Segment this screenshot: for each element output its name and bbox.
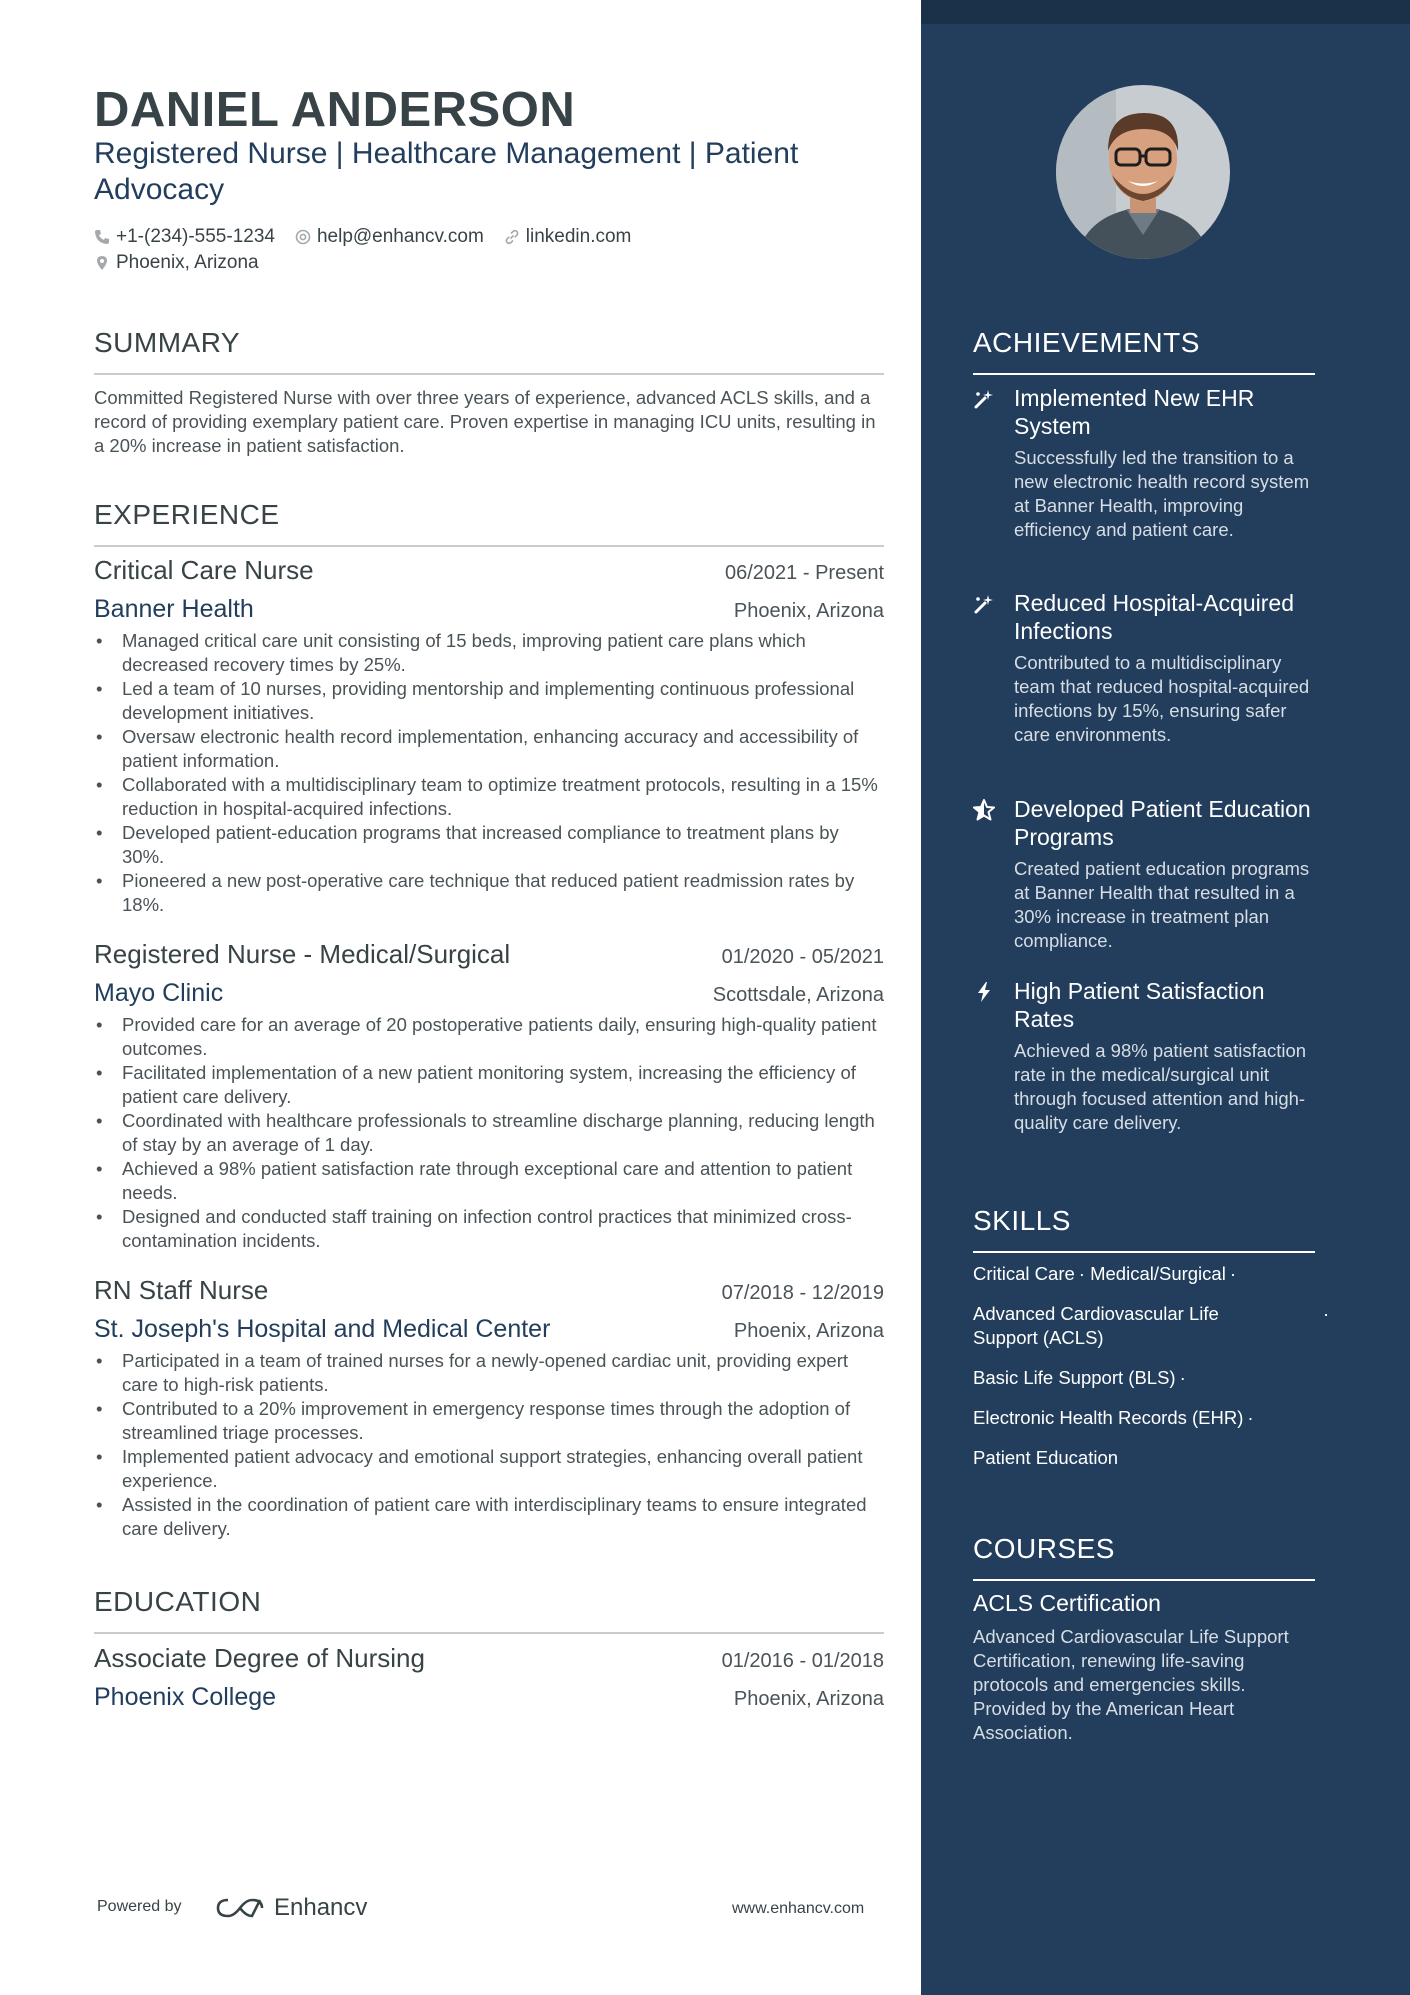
experience-divider [94,545,884,547]
skill-separator: · [1323,1303,1330,1324]
skill-row [973,1366,1333,1390]
at-icon [295,229,311,245]
location-contact [94,252,259,274]
footer-url[interactable]: www.enhancv.com [732,1900,865,1917]
job-role: Critical Care Nurse [94,555,314,585]
powered-by-label: Powered by [97,1898,182,1915]
achievements-heading: ACHIEVEMENTS [973,327,1200,358]
job-bullet: • Pioneered a new post-operative care technique that reduced patient readmission rates by 18%. [94,869,884,917]
contact-info [94,224,894,276]
job-bullet: • Led a team of 10 nurses, providing mentorship and implementing continuous professional development initiatives. [94,677,884,725]
job-dates: 06/2021 - Present [725,562,884,584]
job-role: Registered Nurse - Medical/Surgical [94,939,511,969]
job-location: Scottsdale, Arizona [712,984,884,1006]
job-company: Mayo Clinic [94,979,224,1007]
skill-row [973,1302,1330,1350]
skills-heading: SKILLS [973,1205,1071,1236]
enhancv-logo[interactable] [216,1894,367,1922]
skill-row [973,1262,1333,1286]
skill-separator: · [1179,1367,1186,1388]
job-bullet: • Provided care for an average of 20 postoperative patients daily, ensuring high-quality patient outcomes. [94,1013,884,1061]
education-heading: EDUCATION [94,1586,262,1617]
achievement-description: Contributed to a multidisciplinary team that reduced hospital-acquired infections by 15%, ensuring safer care environments. [1014,652,1310,745]
phone-text: +1-(234)-555-1234 [116,226,275,247]
email-text: help@enhancv.com [316,226,484,247]
courses-divider [973,1579,1315,1581]
achievement-title: Developed Patient Education Programs [1014,796,1311,850]
job-bullet: • Managed critical care unit consisting of 15 beds, improving patient care plans which decreased recovery times by 25%. [94,629,884,677]
job-bullets [94,1349,884,1541]
magic-wand-icon [973,388,995,410]
magic-wand-icon [973,593,995,615]
course-description: Advanced Cardiovascular Life Support Certification, renewing life-saving protocols and emergencies skills. Provided by the American Heart Association. [973,1626,1289,1743]
job-bullet: • Coordinated with healthcare professionals to streamline discharge planning, reducing length of stay by an average of 1 day. [94,1109,884,1157]
phone-icon [94,229,110,245]
job-bullet: • Participated in a team of trained nurses for a newly-opened cardiac unit, providing expert care to high-risk patients. [94,1349,884,1397]
achievement-item [973,795,1313,953]
job-entry [94,939,884,1253]
skill-row [973,1406,1333,1430]
link-icon [504,229,520,245]
achievement-title: Implemented New EHR System [1014,385,1255,439]
skill-separator: · [1229,1263,1236,1284]
phone-contact[interactable] [94,226,275,248]
summary-heading: SUMMARY [94,327,241,358]
job-company: Banner Health [94,595,254,623]
enhancv-logo-icon [216,1895,264,1921]
location-pin-icon [94,255,110,271]
education-entry [94,1643,884,1717]
skill-item: Electronic Health Records (EHR) [973,1407,1244,1428]
job-entry [94,1275,884,1541]
job-location: Phoenix, Arizona [733,1320,884,1342]
achievement-item [973,589,1313,747]
achievement-description: Achieved a 98% patient satisfaction rate in the medical/surgical unit through focused attention and high-quality care delivery. [1014,1040,1307,1133]
email-contact[interactable] [295,226,484,248]
skills-divider [973,1251,1315,1253]
job-bullet: • Facilitated implementation of a new patient monitoring system, increasing the efficiency of patient care delivery. [94,1061,884,1109]
brand-name: Enhancv [274,1894,368,1921]
job-location: Phoenix, Arizona [733,600,884,622]
skill-item: Patient Education [973,1447,1119,1468]
achievement-item [973,977,1313,1135]
job-entry [94,555,884,917]
job-bullet: • Implemented patient advocacy and emotional support strategies, enhancing overall patient experience. [94,1445,884,1493]
education-divider [94,1632,884,1634]
skill-item: Advanced Cardiovascular Life Support (ACLS) [973,1303,1219,1348]
achievements-divider [973,373,1315,375]
job-bullet: • Oversaw electronic health record implementation, enhancing accuracy and accessibility of patient information. [94,725,884,773]
achievement-item [973,384,1313,542]
summary-divider [94,373,884,375]
job-bullet: • Developed patient-education programs that increased compliance to treatment plans by 30%. [94,821,884,869]
skill-item: Critical Care [973,1263,1075,1284]
job-bullet: • Assisted in the coordination of patient care with interdisciplinary teams to ensure integrated care delivery. [94,1493,884,1541]
achievement-description: Created patient education programs at Banner Health that resulted in a 30% increase in treatment plan compliance. [1014,858,1310,951]
school: Phoenix College [94,1683,277,1711]
degree: Associate Degree of Nursing [94,1643,425,1673]
linkedin-contact[interactable] [504,226,632,248]
skill-item: Medical/Surgical [1090,1263,1226,1284]
skill-item: Basic Life Support (BLS) [973,1367,1176,1388]
course-title: ACLS Certification [973,1590,1161,1616]
job-dates: 07/2018 - 12/2019 [721,1282,884,1304]
skill-row [973,1446,1333,1470]
job-bullet: • Achieved a 98% patient satisfaction rate through exceptional care and attention to patient needs. [94,1157,884,1205]
achievement-title: Reduced Hospital-Acquired Infections [1014,590,1294,644]
headline: Registered Nurse | Healthcare Management | Patient Advocacy [94,137,799,206]
job-bullet: • Collaborated with a multidisciplinary team to optimize treatment protocols, resulting in a 15% reduction in hospital-acquired infections. [94,773,884,821]
profile-photo [1056,85,1230,259]
education-dates: 01/2016 - 01/2018 [721,1650,884,1672]
job-bullet: • Contributed to a 20% improvement in emergency response times through the adoption of streamlined triage processes. [94,1397,884,1445]
achievement-title: High Patient Satisfaction Rates [1014,978,1265,1032]
job-company: St. Joseph's Hospital and Medical Center [94,1315,551,1343]
achievement-description: Successfully led the transition to a new electronic health record system at Banner Health, improving efficiency and patient care. [1014,447,1310,540]
experience-heading: EXPERIENCE [94,499,280,530]
skill-separator: · [1247,1407,1254,1428]
lightning-icon [973,981,995,1003]
job-bullets [94,1013,884,1253]
summary-text: Committed Registered Nurse with over three years of experience, advanced ACLS skills, and a record of providing exemplary patient care. Proven expertise in managing ICU units, resulting in a 20% increase in patient satisfaction. [94,387,876,456]
job-bullets [94,629,884,917]
job-bullet: • Designed and conducted staff training on infection control practices that minimized cross-contamination incidents. [94,1205,884,1253]
job-dates: 01/2020 - 05/2021 [721,946,884,968]
skills-list [973,1262,1333,1486]
skill-separator: · [1078,1263,1085,1284]
sidebar-top-bar [921,0,1410,24]
location-text: Phoenix, Arizona [116,252,259,273]
linkedin-text: linkedin.com [525,226,632,247]
education-location: Phoenix, Arizona [733,1688,884,1710]
job-role: RN Staff Nurse [94,1275,269,1305]
star-half-icon [973,799,995,821]
courses-heading: COURSES [973,1533,1115,1564]
candidate-name: DANIEL ANDERSON [94,83,576,137]
